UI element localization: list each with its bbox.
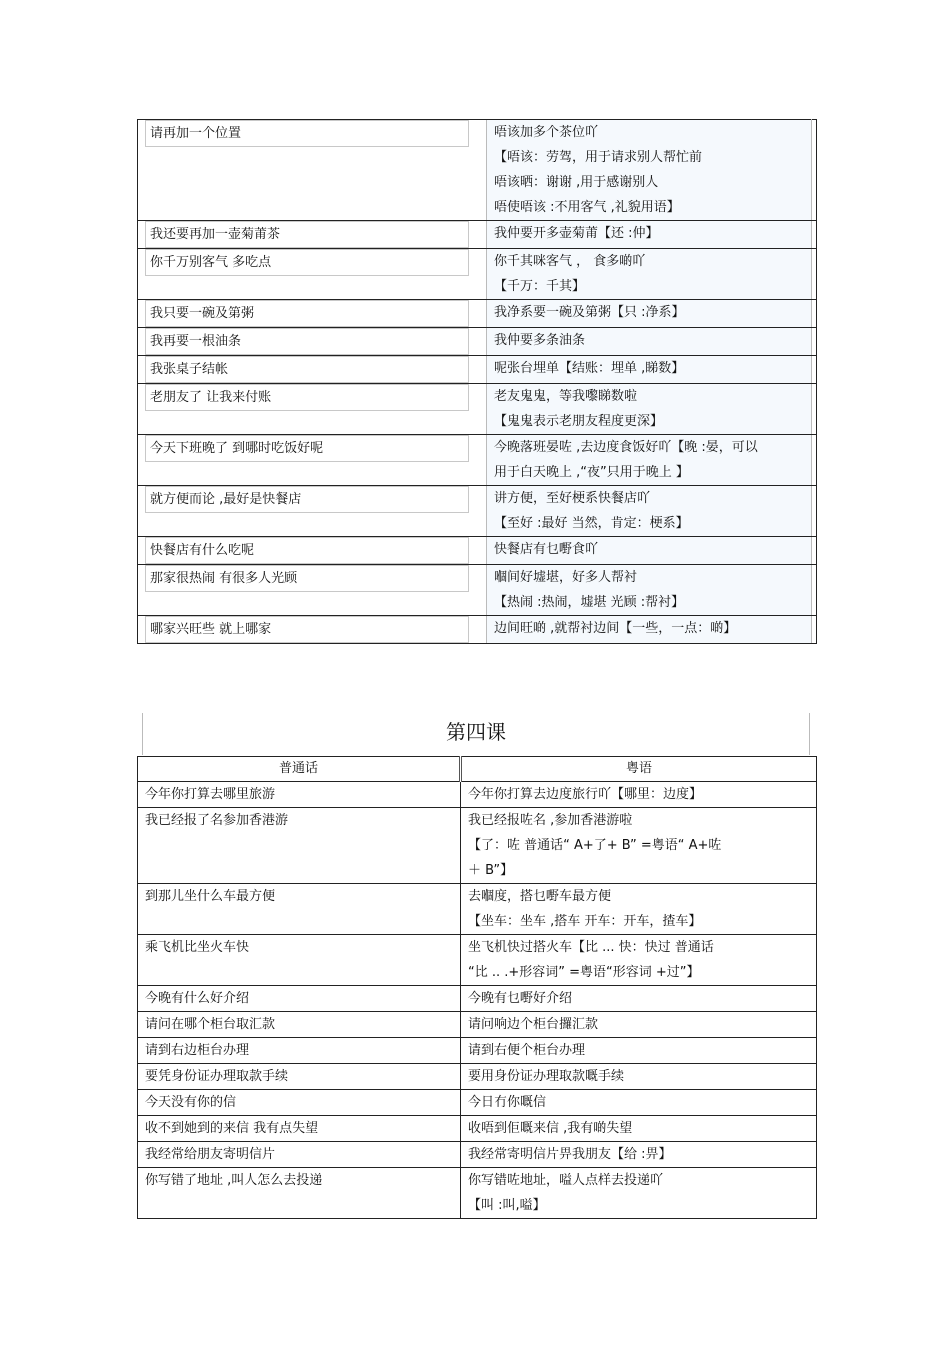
mandarin-cell [138,384,477,435]
cell-gap [476,435,487,486]
table-row [138,1038,817,1064]
mandarin-cell [138,300,477,328]
cell-text: 【叫 :叫,嗌】 [468,1198,546,1213]
mandarin-cell [138,1142,461,1168]
cell-text: 用于白天晚上 ,“夜”只用于晚上 】 [494,465,689,480]
mandarin-cell [138,986,461,1012]
cell-edge [812,356,817,384]
cell-text: 【坐车：坐车 ,搭车 开车：开车，揸车】 [468,914,702,929]
cell-text: 今晚落班晏咗 ,去边度食饭好吖【晚 :晏，可以 [494,440,758,455]
cell-text: 收唔到佢嘅来信 ,我有啲失望 [468,1121,633,1136]
cell-gap [476,384,487,435]
cantonese-cell [461,1168,817,1219]
cell-edge [812,300,817,328]
cell-text: 请到右便个柜台办理 [468,1043,586,1058]
cell-text: 今年你打算去哪里旅游 [145,787,276,802]
cell-text: 老友鬼鬼，等我嚟睇数啦 [494,389,638,404]
cantonese-cell [461,1012,817,1038]
cantonese-cell [461,1064,817,1090]
cell-text: 唔该晒：谢谢 ,用于感谢别人 [494,175,659,190]
table-row [138,1142,817,1168]
cell-edge [812,221,817,249]
table-row [138,249,817,300]
cell-text: 我已经报咗名 ,参加香港游啦 [468,813,633,828]
mandarin-cell [138,328,477,356]
vocab-table-lesson4 [137,756,817,1219]
mandarin-cell [138,935,461,986]
mandarin-cell [138,435,477,486]
cell-text: ＋ B”】 [468,863,514,878]
cell-text: 就方便而论 ,最好是快餐店 [150,492,302,507]
cell-text: 【了：咗 普通话“ A+了+ B” =粤语“ A+咗 [468,838,722,853]
mandarin-cell [138,1064,461,1090]
cell-text: 你写错了地址 ,叫人怎么去投递 [145,1173,323,1188]
cell-text: 去嗰度，搭乜嘢车最方便 [468,889,612,904]
table-row [138,808,817,884]
cell-text: 【唔该：劳驾，用于请求别人帮忙前 [494,150,703,165]
cell-text: 我已经报了名参加香港游 [145,813,289,828]
mandarin-cell [138,120,477,221]
cell-text: 唔使唔该 :不用客气 ,礼貌用语】 [494,200,680,215]
cantonese-cell [461,1090,817,1116]
cantonese-cell [461,935,817,986]
cell-text: “比 .. .+形容词” =粤语“形容词 +过”】 [468,965,700,980]
header-mandarin: 普通话 [138,757,461,782]
cell-text: 呢张台埋单【结账：埋单 ,睇数】 [494,361,685,376]
mandarin-cell [138,1012,461,1038]
table-row [138,1116,817,1142]
mandarin-cell-inner [145,328,469,355]
table-row [138,384,817,435]
table-row [138,221,817,249]
cell-text: 收不到她到的来信 我有点失望 [145,1121,319,1136]
cell-edge [812,435,817,486]
table-row [138,356,817,384]
mandarin-cell-inner [145,384,469,411]
cell-edge [812,486,817,537]
mandarin-cell [138,537,477,565]
cell-text: 请问在哪个柜台取汇款 [145,1017,276,1032]
cell-text: 快餐店有乜嘢食吖 [494,542,599,557]
table-row [138,120,817,221]
cantonese-cell [487,249,812,300]
cantonese-cell [487,328,812,356]
cantonese-cell [487,120,812,221]
cell-text: 【至好 :最好 当然，肯定：梗系】 [494,516,689,531]
table-row [138,1090,817,1116]
cell-text: 【鬼鬼表示老朋友程度更深】 [494,414,664,429]
lesson-title: 第四课 [142,713,810,755]
cantonese-cell [461,1116,817,1142]
mandarin-cell [138,782,461,808]
cell-text: 我净系要一碗及第粥【只 :净系】 [494,305,685,320]
cell-gap [476,249,487,300]
cell-text: 请到右边柜台办理 [145,1043,250,1058]
cell-text: 我经常给朋友寄明信片 [145,1147,276,1162]
mandarin-cell-inner [145,616,469,643]
mandarin-cell [138,1168,461,1219]
cell-text: 我只要一碗及第粥 [150,306,255,321]
mandarin-cell [138,249,477,300]
mandarin-cell [138,221,477,249]
cell-text: 那家很热闹 有很多人光顾 [150,571,298,586]
table-row [138,565,817,616]
cantonese-cell [461,884,817,935]
cell-text: 今日冇你嘅信 [468,1095,547,1110]
table-row [138,782,817,808]
mandarin-cell-inner [145,249,469,276]
cell-text: 今天没有你的信 [145,1095,237,1110]
cell-text: 我张桌子结帐 [150,362,229,377]
cell-text: 到那儿坐什么车最方便 [145,889,276,904]
cell-text: 乘飞机比坐火车快 [145,940,250,955]
cell-gap [476,356,487,384]
cell-text: 你千万别客气 多吃点 [150,255,272,270]
table-row [138,616,817,644]
cell-text: 我再要一根油条 [150,334,242,349]
table-row [138,435,817,486]
cell-gap [476,300,487,328]
cell-text: 讲方便，至好梗系快餐店吖 [494,491,651,506]
mandarin-cell-inner [145,221,469,248]
mandarin-cell [138,616,477,644]
cell-text: 嗰间好墟堪，好多人帮衬 [494,570,638,585]
mandarin-cell [138,1038,461,1064]
cell-gap [476,328,487,356]
mandarin-cell-inner [145,486,469,513]
cantonese-cell [487,486,812,537]
mandarin-cell [138,884,461,935]
cell-text: 快餐店有什么吃呢 [150,543,255,558]
header-cantonese: 粤语 [461,757,817,782]
mandarin-cell-inner [145,435,469,462]
cell-text: 哪家兴旺些 就上哪家 [150,622,272,637]
cell-edge [812,120,817,221]
mandarin-cell [138,486,477,537]
cell-gap [476,537,487,565]
cantonese-cell [461,808,817,884]
cantonese-cell [487,384,812,435]
table-row [138,1064,817,1090]
mandarin-cell [138,1116,461,1142]
cell-text: 我经常寄明信片畀我朋友【给 :畀】 [468,1147,672,1162]
cell-text: 要凭身份证办理取款手续 [145,1069,289,1084]
cantonese-cell [487,537,812,565]
cell-text: 要用身份证办理取款嘅手续 [468,1069,625,1084]
cell-text: 我还要再加一壶菊莆茶 [150,227,281,242]
table-row [138,1168,817,1219]
cell-gap [476,486,487,537]
mandarin-cell [138,808,461,884]
cell-text: 【千万：千其】 [494,279,586,294]
cell-gap [476,616,487,644]
cell-text: 唔该加多个茶位吖 [494,125,599,140]
cell-edge [812,328,817,356]
table-row [138,986,817,1012]
cantonese-cell [461,1038,817,1064]
cell-text: 今天下班晚了 到哪时吃饭好呢 [150,441,324,456]
cell-gap [476,565,487,616]
cell-edge [812,249,817,300]
cell-text: 今年你打算去边度旅行吖【哪里：边度】 [468,787,703,802]
table-row [138,1012,817,1038]
mandarin-cell [138,356,477,384]
cell-gap [476,221,487,249]
vocab-table-1 [137,119,817,644]
cantonese-cell [487,356,812,384]
table-header-row [138,757,817,782]
cell-text: 边间旺啲 ,就帮衬边间【一些，一点：啲】 [494,621,737,636]
cantonese-cell [487,221,812,249]
cell-edge [812,565,817,616]
cell-text: 我仲要多条油条 [494,333,586,348]
cell-gap [476,120,487,221]
cell-text: 今晚有什么好介绍 [145,991,250,1006]
cell-text: 请问响边个柜台攞汇款 [468,1017,599,1032]
cantonese-cell [461,1142,817,1168]
cantonese-cell [461,986,817,1012]
table-row [138,935,817,986]
cell-text: 老朋友了 让我来付账 [150,390,272,405]
table-row [138,537,817,565]
cell-text: 你千其咪客气 ， 食多啲吖 [494,254,646,269]
cell-text: 我仲要开多壶菊莆【还 :仲】 [494,226,659,241]
cell-text: 【热闹 :热闹，墟堪 光顾 :帮衬】 [494,595,685,610]
cantonese-cell [461,782,817,808]
cantonese-cell [487,300,812,328]
cell-text: 坐飞机快过搭火车【比 ... 快：快过 普通话 [468,940,714,955]
mandarin-cell [138,1090,461,1116]
cantonese-cell [487,616,812,644]
mandarin-cell-inner [145,300,469,327]
mandarin-cell-inner [145,356,469,383]
mandarin-cell [138,565,477,616]
mandarin-cell-inner [145,537,469,564]
table-row [138,884,817,935]
cell-text: 请再加一个位置 [150,126,242,141]
cell-edge [812,384,817,435]
table-row [138,486,817,537]
cell-edge [812,537,817,565]
cell-edge [812,616,817,644]
mandarin-cell-inner [145,565,469,592]
cantonese-cell [487,435,812,486]
table-row [138,300,817,328]
cell-text: 今晚有乜嘢好介绍 [468,991,573,1006]
cell-text: 你写错咗地址，嗌人点样去投递吖 [468,1173,664,1188]
table-row [138,328,817,356]
cantonese-cell [487,565,812,616]
mandarin-cell-inner [145,120,469,147]
